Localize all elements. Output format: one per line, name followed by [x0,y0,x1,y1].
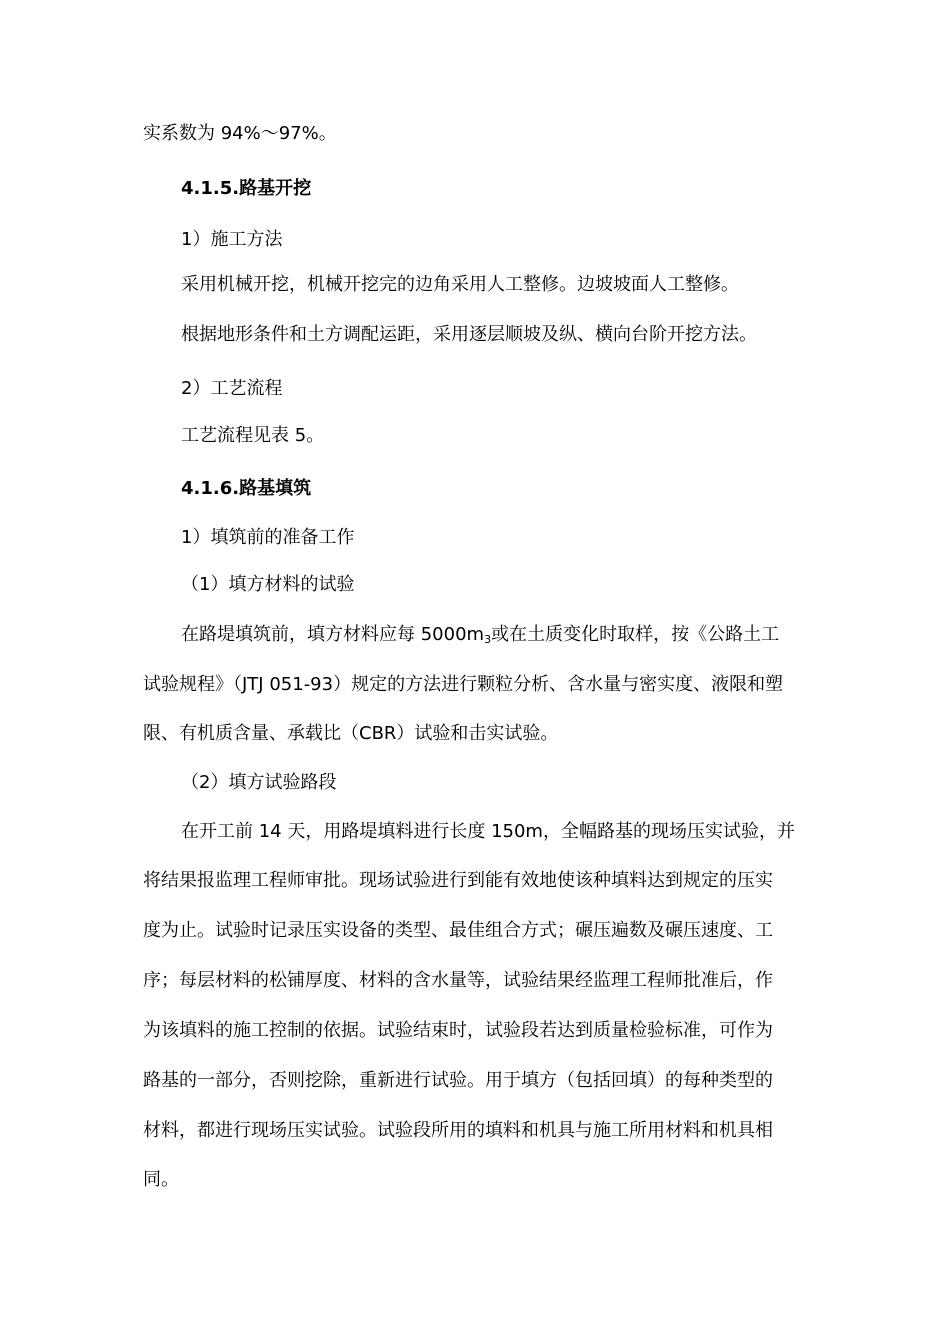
subsection-construction-method: 1）施工方法 [181,229,283,250]
subsubsection-test-section: （2）填方试验路段 [181,772,337,793]
subsection-process-flow: 2）工艺流程 [181,378,283,399]
paragraph-method-2: 根据地形条件和土方调配运距，采用逐层顺坡及纵、横向台阶开挖方法。 [181,324,757,345]
section-heading-4-1-6: 4.1.6.路基填筑 [181,478,312,499]
paragraph-test-section-line-5: 为该填料的施工控制的依据。试验结束时，试验段若达到质量检验标准，可作为 [143,1020,773,1041]
paragraph-material-test-line-3: 限、有机质含量、承载比（CBR）试验和击实试验。 [143,723,559,744]
paragraph-test-section-line-2: 将结果报监理工程师审批。现场试验进行到能有效地使该种填料达到规定的压实 [143,870,773,891]
material-test-line-1-part-a: 在路堤填筑前，填方材料应每 5000m [181,624,485,645]
paragraph-test-section-line-1: 在开工前 14 天，用路堤填料进行长度 150m，全幅路基的现场压实试验，并 [181,821,795,842]
paragraph-test-section-line-3: 度为止。试验时记录压实设备的类型、最佳组合方式；碾压遍数及碾压速度、工 [143,920,773,941]
paragraph-material-test-line-1 [181,623,779,647]
paragraph-test-section-line-8: 同。 [143,1169,179,1190]
subsubsection-material-test: （1）填方材料的试验 [181,574,355,595]
section-heading-4-1-5: 4.1.5.路基开挖 [181,178,312,199]
compaction-text: 实系数为 94%～97%。 [143,123,337,144]
paragraph-process-flow: 工艺流程见表 5。 [181,425,325,446]
paragraph-material-test-line-2: 试验规程》（JTJ 051-93）规定的方法进行颗粒分析、含水量与密实度、液限和塑 [143,674,784,695]
material-test-line-1-part-b: 或在土质变化时取样，按《公路土工 [491,624,780,645]
paragraph-method-1: 采用机械开挖，机械开挖完的边角采用人工整修。边坡坡面人工整修。 [181,274,739,295]
paragraph-test-section-line-6: 路基的一部分，否则挖除，重新进行试验。用于填方（包括回填）的每种类型的 [143,1070,773,1091]
paragraph-test-section-line-4: 序；每层材料的松铺厚度、材料的含水量等，试验结果经监理工程师批准后，作 [143,970,773,991]
subsection-preparation: 1）填筑前的准备工作 [181,527,355,548]
material-test-unit-subscript: 3 [484,633,492,646]
paragraph-test-section-line-7: 材料，都进行现场压实试验。试验段所用的填料和机具与施工所用材料和机具相 [143,1120,773,1141]
